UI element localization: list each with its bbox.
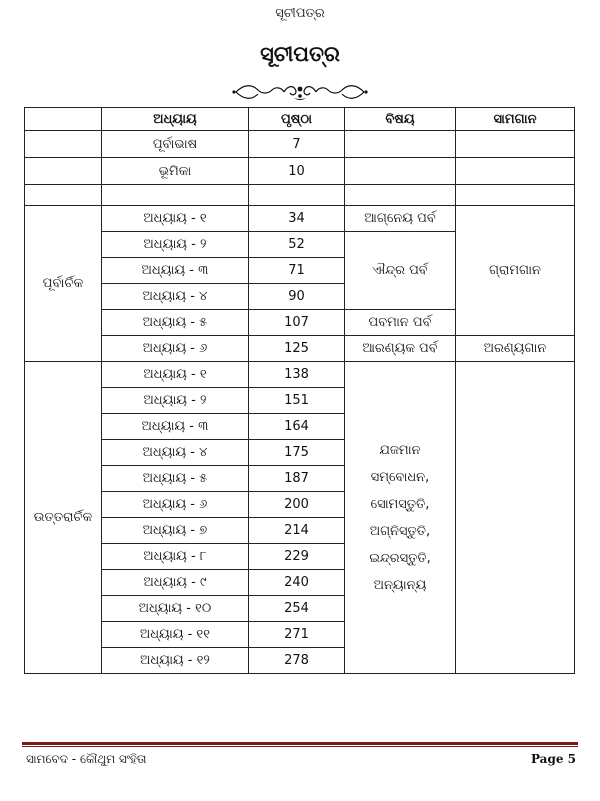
header-cell-samagana: ସାମଗାନ	[456, 108, 575, 131]
samagana-cell: ଅରଣ୍ୟଗାନ	[456, 336, 575, 362]
subject-cell: ଐନ୍ଦ୍ର ପର୍ବ	[345, 232, 456, 310]
samagana-cell-empty	[456, 362, 575, 674]
page-cell: 107	[249, 310, 345, 336]
chapter-cell: ଅଧ୍ୟାୟ - ୩	[102, 414, 249, 440]
ornament-divider	[230, 81, 370, 103]
page-title: ସୂଚୀପତ୍ର	[260, 42, 340, 66]
chapter-cell: ଅଧ୍ୟାୟ - ୪	[102, 440, 249, 466]
subject-cell: ଆରଣ୍ୟକ ପର୍ବ	[345, 336, 456, 362]
table-row	[25, 131, 575, 158]
chapter-cell: ଅଧ୍ୟାୟ - ୫	[102, 310, 249, 336]
header-cell-group	[25, 108, 102, 131]
page-cell: 125	[249, 336, 345, 362]
page-cell: 200	[249, 492, 345, 518]
chapter-cell: ଅଧ୍ୟାୟ - ୮	[102, 544, 249, 570]
subject-line: ସମ୍ବୋଧନ,	[370, 469, 430, 485]
chapter-cell: ଅଧ୍ୟାୟ - ୧୧	[102, 622, 249, 648]
table-row	[25, 206, 575, 232]
chapter-cell: ଅଧ୍ୟାୟ - ୨	[102, 388, 249, 414]
footer-rule	[22, 742, 578, 745]
subject-line: ଯଜମାନ	[379, 442, 421, 458]
chapter-cell: ଅଧ୍ୟାୟ - ୧୦	[102, 596, 249, 622]
chapter-cell: ଅଧ୍ୟାୟ - ୬	[102, 336, 249, 362]
page-cell: 151	[249, 388, 345, 414]
page-cell: 271	[249, 622, 345, 648]
chapter-cell: ଅଧ୍ୟାୟ - ୨	[102, 232, 249, 258]
table-header-row	[25, 108, 575, 131]
header-cell-chapter: ଅଧ୍ୟାୟ	[102, 108, 249, 131]
table-row	[25, 336, 575, 362]
toc-table	[24, 107, 575, 674]
chapter-cell: ଅଧ୍ୟାୟ - ୭	[102, 518, 249, 544]
subject-cell: ଆଗ୍ନେୟ ପର୍ବ	[345, 206, 456, 232]
page-cell: 10	[249, 158, 345, 185]
chapter-cell: ଅଧ୍ୟାୟ - ୯	[102, 570, 249, 596]
subject-cell: ପବମାନ ପର୍ବ	[345, 310, 456, 336]
header-cell-page: ପୃଷ୍ଠା	[249, 108, 345, 131]
chapter-cell: ପୂର୍ବାଭାଷ	[102, 131, 249, 158]
group-cell-purvarchika: ପୂର୍ବାର୍ଚିକ	[25, 206, 102, 362]
footer-book-title: ସାମବେଦ - କୌଥୁମ ସଂହିତା	[26, 752, 147, 766]
running-header: ସୂଚୀପତ୍ର	[275, 6, 325, 21]
group-cell-uttararchika: ଉତ୍ତରାର୍ଚିକ	[25, 362, 102, 674]
page-cell: 229	[249, 544, 345, 570]
page-cell: 187	[249, 466, 345, 492]
footer-rule-thin	[22, 746, 578, 747]
chapter-cell: ଅଧ୍ୟାୟ - ୧	[102, 362, 249, 388]
page-cell: 7	[249, 131, 345, 158]
subject-line: ଅଗ୍ନିସ୍ତୁତି,	[369, 523, 431, 539]
page-cell: 240	[249, 570, 345, 596]
subject-line: ସୋମସ୍ତୁତି,	[370, 496, 430, 512]
chapter-cell: ଅଧ୍ୟାୟ - ୩	[102, 258, 249, 284]
page-cell: 90	[249, 284, 345, 310]
table-row	[25, 362, 575, 388]
chapter-cell: ଅଧ୍ୟାୟ - ୧୨	[102, 648, 249, 674]
page-cell: 138	[249, 362, 345, 388]
page-cell: 52	[249, 232, 345, 258]
page-cell: 71	[249, 258, 345, 284]
header-cell-subject: ବିଷୟ	[345, 108, 456, 131]
table-row-blank	[25, 185, 575, 206]
samagana-cell: ଗ୍ରାମଗାନ	[456, 206, 575, 336]
page-cell: 214	[249, 518, 345, 544]
chapter-cell: ଅଧ୍ୟାୟ - ୧	[102, 206, 249, 232]
footer-page-number: Page 5	[530, 752, 576, 766]
page-cell: 278	[249, 648, 345, 674]
subject-cell-uttararchika	[345, 362, 456, 674]
chapter-cell: ଅଧ୍ୟାୟ - ୪	[102, 284, 249, 310]
page-cell: 164	[249, 414, 345, 440]
chapter-cell: ଅଧ୍ୟାୟ - ୬	[102, 492, 249, 518]
page-cell: 175	[249, 440, 345, 466]
page-cell: 254	[249, 596, 345, 622]
page-cell: 34	[249, 206, 345, 232]
chapter-cell: ଅଧ୍ୟାୟ - ୫	[102, 466, 249, 492]
subject-line: ଇନ୍ଦ୍ରସ୍ତୁତି,	[369, 550, 431, 566]
subject-line: ଅନ୍ୟାନ୍ୟ	[373, 577, 427, 593]
chapter-cell: ଭୂମିକା	[102, 158, 249, 185]
table-row	[25, 158, 575, 185]
